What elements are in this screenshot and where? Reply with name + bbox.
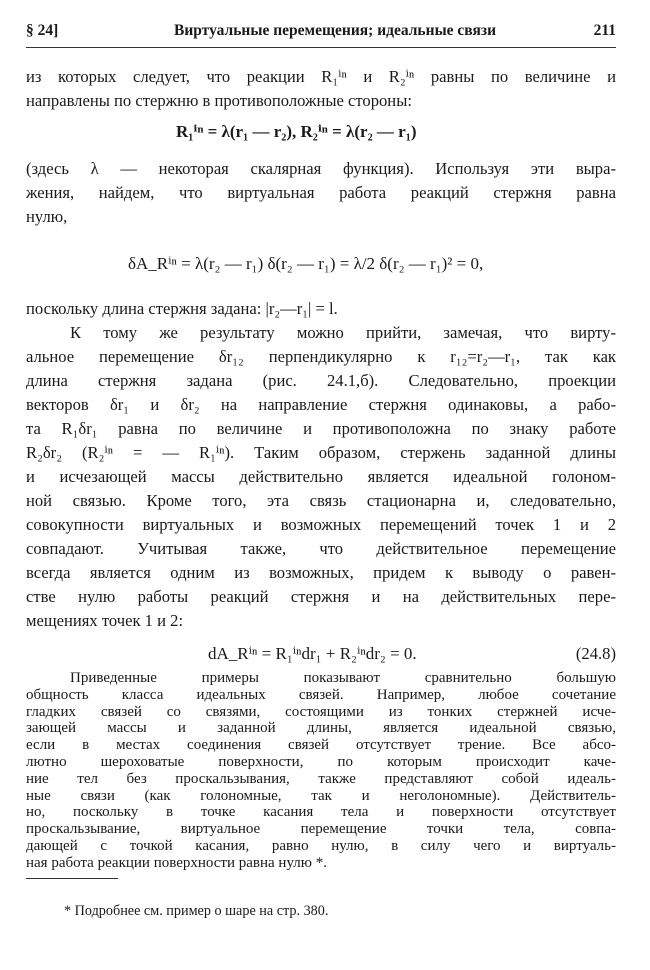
text-line: дающей с точкой касания, равно нулю, в силу чего и виртуаль-: [26, 838, 616, 854]
page-number: 211: [593, 22, 616, 39]
text-line: длина стержня задана (рис. 24.1,б). Следовательно, проекции: [26, 371, 616, 390]
header-rule: [26, 47, 616, 48]
text-line: та R₁δr₁ равна по величине и противоположна по знаку работе: [26, 419, 616, 438]
text-line: (здесь λ — некоторая скалярная функция). Используя эти выра-: [26, 159, 616, 178]
text-line: векторов δr₁ и δr₂ на направление стержня одинаковы, а рабо-: [26, 395, 616, 414]
footnote: * Подробнее см. пример о шаре на стр. 380.: [64, 903, 329, 919]
text-line: К тому же результату можно прийти, замечая, что вирту-: [70, 323, 616, 342]
text-line: ние тел без проскальзывания, также представляют собой идеаль-: [26, 770, 616, 787]
running-title: Виртуальные перемещения; идеальные связи: [174, 22, 497, 39]
text-line: поскольку длина стержня задана: |r₂—r₁| = l.: [26, 299, 338, 318]
text-line: совокупности виртуальных и возможных перемещений точек 1 и 2: [26, 515, 616, 534]
text-line: нулю,: [26, 207, 68, 226]
text-line: зающей массы и заданной длины, является идеальной связью,: [26, 720, 616, 737]
footnote-rule: [26, 878, 118, 879]
text-line: ная работа реакции поверхности равна нулю *.: [26, 854, 327, 871]
text-line: ной связью. Кроме того, эта связь стационарна и, следовательно,: [26, 491, 616, 510]
running-header: [26, 22, 616, 46]
text-line: совпадают. Учитывая также, что действительное перемещение: [26, 539, 616, 558]
text-line: направлены по стержню в противоположные стороны:: [26, 91, 412, 110]
text-line: ные связи (как голономные, так и неголономные). Действитель-: [26, 787, 616, 804]
text-line: Приведенные примеры показывают сравнительно большую: [70, 670, 616, 686]
text-line: стве нулю работы реакций стержня и на действительных пере-: [26, 587, 616, 606]
text-line: жения, найдем, что виртуальная работа реакций стержня равна: [26, 183, 616, 202]
text-line: гладких связей со связями, состоящими из тонких стержней исче-: [26, 703, 616, 720]
text-line: общность класса идеальных связей. Например, любое сочетание: [26, 686, 616, 703]
text-line: проскальзывание, виртуальное перемещение точки тела, совпа-: [26, 821, 616, 838]
text-line: из которых следует, что реакции R₁ⁱⁿ и R₂ⁱⁿ равны по величине и: [26, 67, 616, 86]
section-number: § 24]: [26, 22, 59, 39]
text-line: но, поскольку в точке касания тела и поверхности отсутствует: [26, 804, 616, 821]
text-line: и исчезающей массы действительно является идеальной голоном-: [26, 467, 616, 486]
text-line: если в местах соединения связей отсутствует трение. Все абсо-: [26, 737, 616, 754]
equation-actual-work: dA_Rⁱⁿ = R₁ⁱⁿdr₁ + R₂ⁱⁿdr₂ = 0.: [208, 644, 417, 663]
text-line: альное перемещение δr₁₂ перпендикулярно к r₁₂=r₂—r₁, так как: [26, 347, 616, 366]
text-line: всегда является одним из возможных, придем к выводу о равен-: [26, 563, 616, 582]
text-line: лютно шероховатые поверхности, по которым происходит каче-: [26, 754, 616, 770]
equation-reactions: R₁ⁱⁿ = λ(r₁ — r₂), R₂ⁱⁿ = λ(r₂ — r₁): [176, 122, 417, 141]
equation-number: (24.8): [575, 644, 616, 663]
text-line: мещениях точек 1 и 2:: [26, 611, 184, 630]
equation-virtual-work: δA_Rⁱⁿ = λ(r₂ — r₁) δ(r₂ — r₁) = λ/2 δ(r₂ — r₁)² = 0,: [128, 254, 484, 273]
text-line: R₂δr₂ (R₂ⁱⁿ = — R₁ⁱⁿ). Таким образом, стержень заданной длины: [26, 443, 616, 462]
